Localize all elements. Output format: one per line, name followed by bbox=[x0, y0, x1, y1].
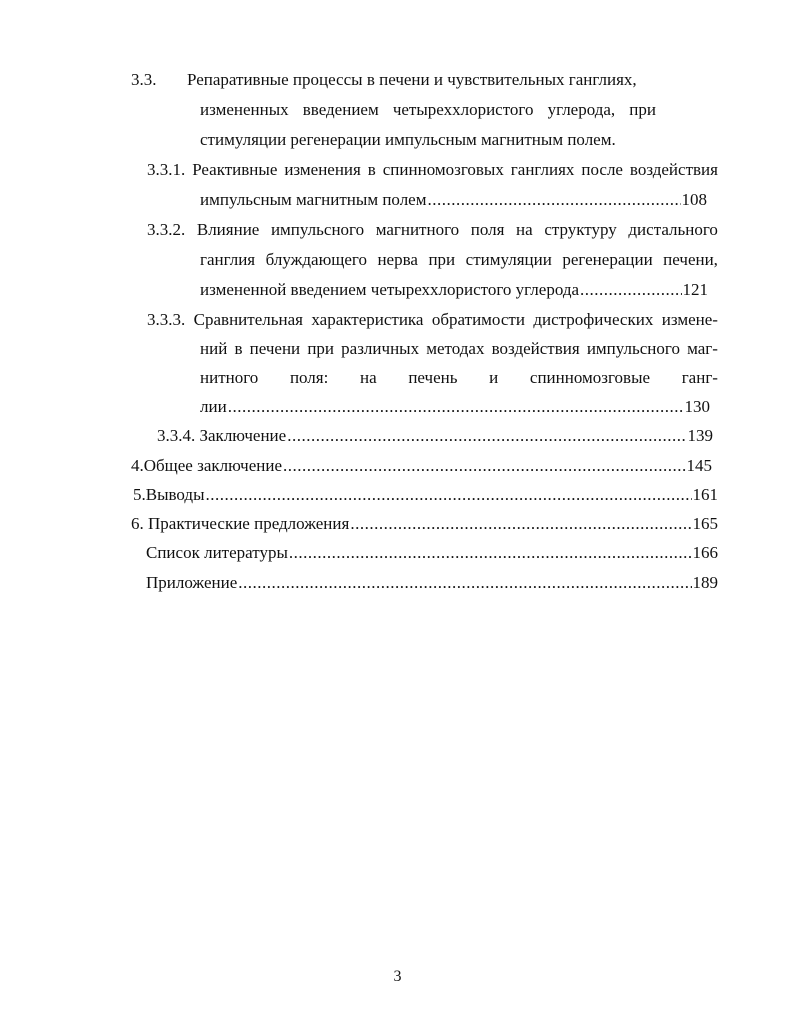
dot-leader bbox=[350, 514, 691, 534]
page-ref: 165 bbox=[692, 514, 718, 533]
dot-leader bbox=[238, 573, 691, 593]
page-number: 3 bbox=[393, 968, 402, 985]
dot-leader bbox=[580, 280, 681, 300]
toc-3-3-2-line2: ганглия блуждающего нерва при стимуляции регенерации печени, bbox=[200, 250, 718, 269]
toc-5-conclusions: 5.Выводы ..... 161 bbox=[133, 485, 718, 505]
page-ref: 189 bbox=[692, 573, 718, 592]
toc-3-3-3-line1: 3.3.3. Сравнительная характеристика обратимости дистрофических измене- bbox=[147, 310, 718, 329]
toc-3-3-3-line3: нитного поля: на печень и спинномозговые ганг- bbox=[200, 368, 718, 387]
page-ref: 130 bbox=[684, 397, 710, 416]
toc-4-general-conclusion: 4.Общее заключение ..... 145 bbox=[131, 456, 712, 476]
toc-3-3-1-line1: 3.3.1. Реактивные изменения в спинномозговых ганглиях после воздействия bbox=[147, 160, 718, 179]
page-ref: 161 bbox=[692, 485, 718, 504]
dot-leader bbox=[428, 190, 681, 210]
toc-3-3-3-line2: ний в печени при различных методах воздействия импульсного маг- bbox=[200, 339, 718, 358]
toc-3-3-2-line3: измененной введением четыреххлористого углерода ..... 121 bbox=[200, 280, 708, 300]
page-ref: 139 bbox=[687, 426, 713, 445]
dot-leader bbox=[283, 456, 686, 476]
toc-references: Список литературы ..... 166 bbox=[146, 543, 718, 563]
page-ref: 145 bbox=[686, 456, 712, 475]
toc-3-3-number: 3.3. bbox=[131, 70, 157, 89]
dot-leader bbox=[228, 397, 684, 417]
toc-6-practical: 6. Практические предложения ..... 165 bbox=[131, 514, 718, 534]
toc-3-3-3-line4: лии ..... 130 bbox=[200, 397, 710, 417]
dot-leader bbox=[287, 426, 686, 446]
dot-leader bbox=[289, 543, 692, 563]
toc-3-3-title-line3: стимуляции регенерации импульсным магнитным полем. bbox=[200, 130, 616, 149]
toc-3-3-title-line2: измененных введением четыреххлористого углерода, при bbox=[200, 100, 656, 119]
toc-3-3-4: 3.3.4. Заключение ..... 139 bbox=[157, 426, 713, 446]
page-ref: 121 bbox=[682, 280, 708, 299]
dot-leader bbox=[206, 485, 692, 505]
toc-3-3-2-line1: 3.3.2. Влияние импульсного магнитного поля на структуру дистального bbox=[147, 220, 718, 239]
toc-3-3-title-line1: Репаративные процессы в печени и чувствительных ганглиях, bbox=[187, 70, 637, 89]
page-ref: 166 bbox=[692, 543, 718, 562]
page-ref: 108 bbox=[681, 190, 707, 209]
toc-3-3-1-line2: импульсным магнитным полем ..... 108 bbox=[200, 190, 707, 210]
toc-appendix: Приложение ..... 189 bbox=[146, 573, 718, 593]
